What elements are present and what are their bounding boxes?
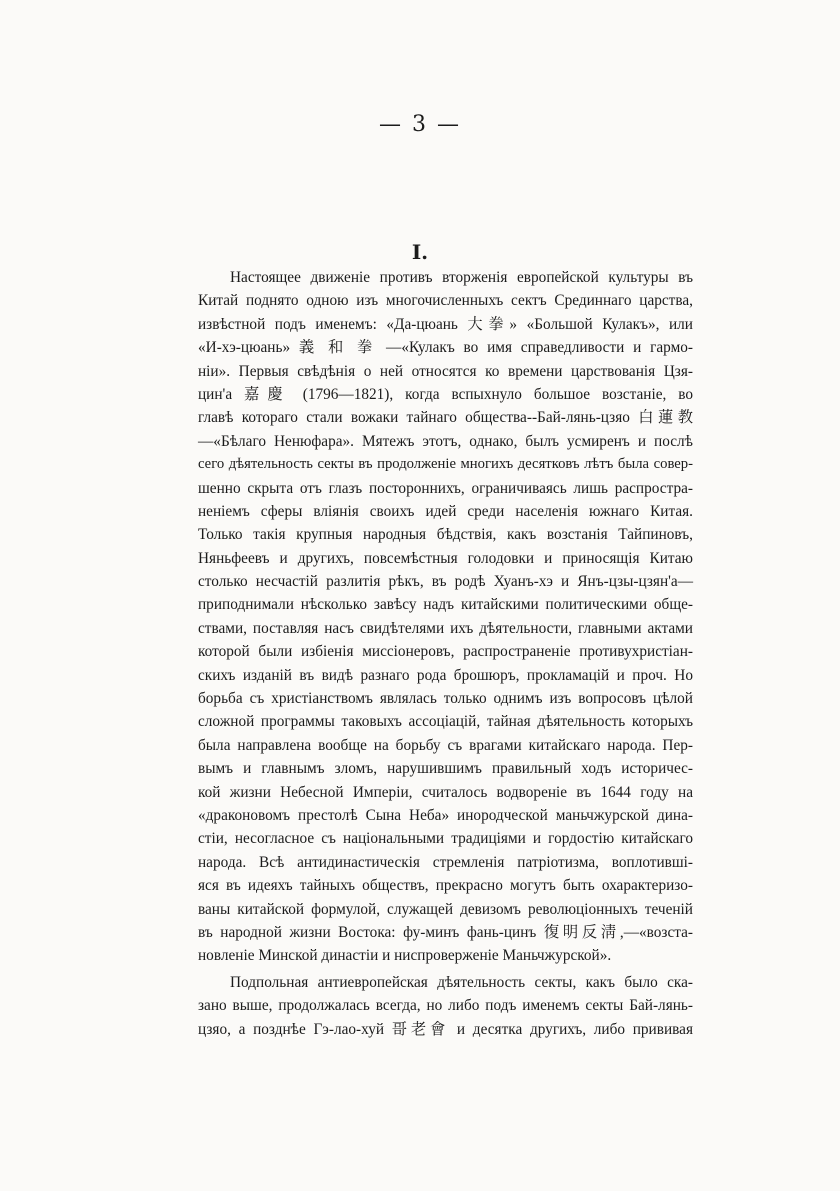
text-line: неніемъ сферы вліянія своихъ идей среди населенія южнаго Китая. (198, 502, 693, 520)
text-line: скихъ изданій въ видѣ разнаго рода брошюръ, прокламацій и проч. Но (198, 666, 693, 684)
text-line: народа. Всѣ антидинастическія стремленія патріотизма, воплотивші- (198, 853, 693, 871)
text-line: Подпольная антиевропейская дѣятельность секты, какъ было ска- (230, 973, 693, 991)
text-line: —«Бѣлаго Ненюфара». Мятежъ этотъ, однако, былъ усмиренъ и послѣ (198, 432, 693, 450)
text-line: сложной программы таковыхъ ассоціацій, тайная дѣятельность которыхъ (198, 713, 693, 731)
text-line: ваны китайской формулой, служащей девизомъ революціонныхъ теченій (198, 900, 693, 918)
text-line: «И-хэ-цюань» 義 和 拳 —«Кулакъ во имя справедливости и гармо- (198, 339, 693, 357)
text-line: цин'а 嘉慶 (1796—1821), когда вспыхнуло большое возстаніе, во (198, 385, 693, 403)
text-line: яся въ идеяхъ тайныхъ обществъ, прекрасно могутъ быть охарактеризо- (198, 877, 693, 895)
text-line: ствами, поставляя насъ свидѣтелями ихъ дѣятельности, главными актами (198, 619, 693, 637)
text-line: Только такія крупныя народныя бѣдствія, какъ возстанія Тайпиновъ, (198, 526, 693, 544)
text-line: новленіе Минской династіи и ниспроверженіе Маньчжурской». (198, 947, 612, 965)
text-line: шенно скрыта отъ глазъ постороннихъ, ограничиваясь лишь распростра- (198, 479, 693, 497)
text-line: вымъ и главнымъ зломъ, нарушившимъ правильный ходъ историчес- (198, 760, 693, 778)
text-line: Настоящее движеніе противъ вторженія европейской культуры въ (230, 269, 693, 286)
text-line: зано выше, продолжалась всегда, но либо подъ именемъ секты Бай-лянь- (198, 997, 693, 1015)
paragraph-1 (198, 266, 693, 968)
text-line: столько несчастій разлитія рѣкъ, въ родѣ Хуанъ-хэ и Янъ-цзы-цзян'а— (198, 573, 693, 591)
text-line: кой жизни Небесной Имперіи, считалось водвореніе въ 1644 году на (198, 783, 693, 801)
text-line: Китай поднято одною изъ многочисленныхъ сектъ Срединнаго царства, (198, 292, 693, 310)
text-line: ніи». Первыя свѣдѣнія о ней относятся ко времени царствованія Цзя- (198, 362, 693, 380)
paragraph-2 (198, 971, 693, 1041)
text-line: сего дѣятельность секты въ продолженіе многихъ десятковъ лѣтъ была совер- (198, 456, 693, 473)
text-line: приподнимали нѣсколько завѣсу надъ китайскими политическими обще- (198, 596, 693, 614)
text-line: въ народной жизни Востока: фу-минъ фань-цинъ 復明反淸,—«возста- (198, 923, 693, 941)
body-text (198, 266, 693, 1041)
text-line: была направлена вообще на борьбу съ врагами китайскаго народа. Пер- (198, 736, 693, 754)
section-heading: I. (411, 240, 429, 264)
text-line: цзяо, а позднѣе Гэ-лао-хуй 哥老會 и десятка другихъ, либо прививая (198, 1020, 693, 1038)
page-number: — 3 — (379, 112, 461, 137)
text-line: извѣстной подъ именемъ: «Да-цюань 大拳» «Большой Кулакъ», или (198, 315, 693, 333)
text-line: стіи, несогласное съ національными традиціями и гордостію китайскаго (198, 830, 693, 848)
text-line: Няньфеевъ и другихъ, повсемѣстныя голодовки и приносящія Китаю (198, 549, 693, 567)
text-line: «драконовомъ престолѣ Сына Неба» инородческой маньчжурской дина- (198, 806, 693, 824)
text-line: борьба съ христіанствомъ являлась только однимъ изъ вопросовъ цѣлой (198, 690, 693, 708)
text-line: главѣ котораго стали вожаки тайнаго общества--Бай-лянь-цзяо 白蓮教 (198, 409, 693, 427)
text-line: которой были избіенія миссіонеровъ, распространеніе противухристіан- (198, 643, 693, 661)
